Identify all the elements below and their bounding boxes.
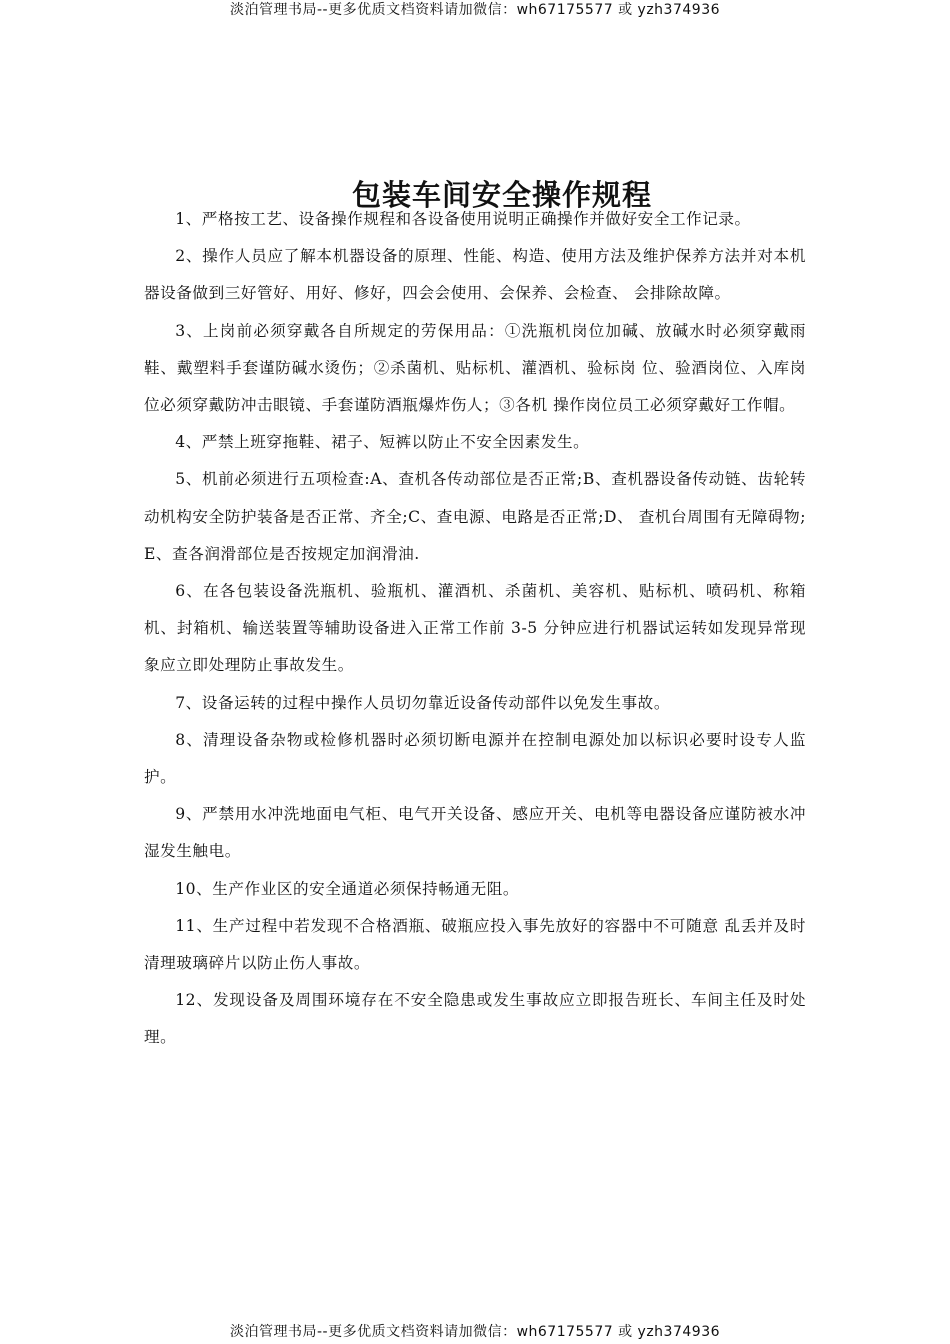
paragraph-10: 10、生产作业区的安全通道必须保持畅通无阻。 [175, 879, 520, 898]
paragraph-8: 8、清理设备杂物或检修机器时必须切断电源并在控制电源处加以标识必要时设专人监护。 [144, 730, 806, 787]
paragraph-2: 2、操作人员应了解本机器设备的原理、性能、构造、使用方法及维护保养方法并对本机器设备做到三好管好、用好、修好，四会会使用、会保养、会检查、 会排除故障。 [144, 247, 806, 303]
page-footer: 淡泊管理书局--更多优质文档资料请加微信：wh67175577 或 yzh374936 [229, 1324, 721, 1340]
paragraph-6: 6、在各包装设备洗瓶机、验瓶机、灌酒机、杀菌机、美容机、贴标机、喷码机、称箱机、封箱机、输送装置等辅助设备进入正常工作前 3-5 分钟应进行机器试运转如发现异常现象应立即处理防止事故发生。 [144, 582, 806, 675]
paragraph-12: 12、发现设备及周围环境存在不安全隐患或发生事故应立即报告班长、车间主任及时处理。 [144, 991, 806, 1047]
paragraph-11: 11、生产过程中若发现不合格酒瓶、破瓶应投入事先放好的容器中不可随意 乱丢并及时清理玻璃碎片以防止伤人事故。 [144, 916, 806, 973]
document-body [144, 201, 806, 1057]
paragraph-4: 4、严禁上班穿拖鞋、裙子、短裤以防止不安全因素发生。 [175, 433, 590, 452]
paragraph-1: 1、严格按工艺、设备操作规程和各设备使用说明正确操作并做好安全工作记录。 [175, 210, 751, 228]
page-header: 淡泊管理书局--更多优质文档资料请加微信：wh67175577 或 yzh374936 [229, 2, 721, 18]
paragraph-9: 9、严禁用水冲洗地面电气柜、电气开关设备、感应开关、电机等电器设备应谨防被水冲湿发生触电。 [144, 805, 806, 861]
paragraph-3: 3、上岗前必须穿戴各自所规定的劳保用品：①洗瓶机岗位加碱、放碱水时必须穿戴雨鞋、戴塑料手套谨防碱水烫伤；②杀菌机、贴标机、灌酒机、验标岗 位、验酒岗位、入库岗位必须穿戴防冲击眼镜、手套谨防酒瓶爆炸伤人；③各机 操作岗位员工必须穿戴好工作帽。 [144, 321, 806, 415]
paragraph-5: 5、机前必须进行五项检查:A、查机各传动部位是否正常;B、查机器设备传动链、齿轮转动机构安全防护装备是否正常、齐全;C、查电源、电路是否正常;D、 查机台周围有无障碍物;E、查各润滑部位是否按规定加润滑油. [144, 470, 806, 563]
document-title: 包装车间安全操作规程 [351, 178, 652, 213]
paragraph-7: 7、设备运转的过程中操作人员切勿靠近设备传动部件以免发生事故。 [175, 693, 670, 712]
